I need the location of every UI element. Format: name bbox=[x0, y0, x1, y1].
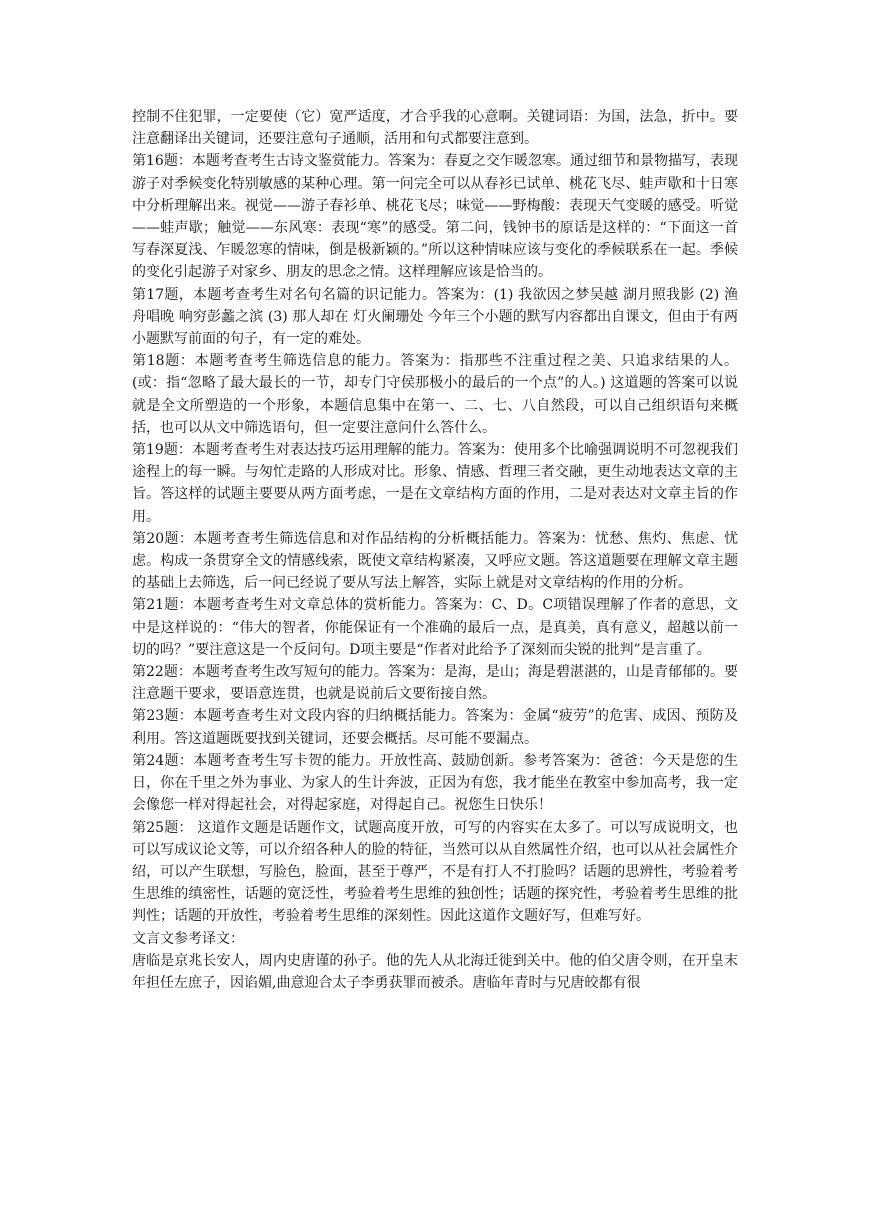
section-heading-classical-translation: 文言文参考译文： bbox=[132, 930, 244, 947]
paragraph-q21: 第21题：本题考查考生对文章总体的赏析能力。答案为：C、D。C项错误理解了作者的意思，文中是这样说的：“伟大的智者，你能保证有一个准确的最后一点，是真美，真有意义，超越以前一切的吗？”要注意这是一个反问句。D项主要是“作者对此给予了深刻而尖锐的批判”是言重了。 bbox=[132, 597, 738, 658]
paragraph-classical-translation: 唐临是京兆长安人，周内史唐谨的孙子。他的先人从北海迁徙到关中。他的伯父唐令则，在开皇末年担任左庶子，因谄媚,曲意迎合太子李勇获罪而被杀。唐临年青时与兄唐皎都有很 bbox=[132, 952, 738, 991]
paragraph-q17: 第17题，本题考查考生对名句名篇的识记能力。答案为：(1) 我欲因之梦吴越 湖月照我影 (2) 渔舟唱晚 响穷彭蠡之滨 (3) 那人却在 灯火阑珊处 今年三个小题的默写内容都出自课文，但由于有两小题默写前面的句子，有一定的难处。 bbox=[132, 286, 738, 348]
paragraph-q24: 第24题：本题考查考生写卡贺的能力。开放性高、鼓励创新。参考答案为：爸爸：今天是您的生日，你在千里之外为事业、为家人的生计奔波，正因为有您，我才能坐在教室中参加高考，我一定会像您一样对得起社会，对得起家庭，对得起自己。祝您生日快乐！ bbox=[132, 752, 738, 814]
paragraph-q25: 第25题： 这道作文题是话题作文，试题高度开放，可写的内容实在太多了。可以写成说明文，也可以写成议论文等，可以介绍各种人的脸的特征，当然可以从自然属性介绍，也可以从社会属性介绍，可以产生联想，写脸色，脸面，甚至于尊严，不是有打人不打脸吗？话题的思辨性，考验着考生思维的缜密性，话题的宽泛性，考验着考生思维的独创性；话题的探究性，考验着考生思维的批判性；话题的开放性，考验着考生思维的深刻性。因此这道作文题好写，但难写好。 bbox=[132, 819, 738, 925]
paragraph-q23: 第23题：本题考查考生对文段内容的归纳概括能力。答案为：金属“疲劳”的危害、成因、预防及利用。答这道题既要找到关键词，还要会概括。尽可能不要漏点。 bbox=[132, 708, 738, 747]
paragraph-q19: 第19题：本题考查考生对表达技巧运用理解的能力。答案为：使用多个比喻强调说明不可忽视我们途程上的每一瞬。与匆忙走路的人形成对比。形象、情感、哲理三者交融，更生动地表达文章的主旨。答这样的试题主要要从两方面考虑，一是在文章结构方面的作用，二是对表达对文章主旨的作用。 bbox=[132, 442, 738, 525]
paragraph-q18: 第18题：本题考查考生筛选信息的能力。答案为：指那些不注重过程之美、只追求结果的人。(或：指“忽略了最大最长的一节，却专门守侯那极小的最后的一个点”的人。) 这道题的答案可以说就是全文所塑造的一个形象，本题信息集中在第一、二、七、八自然段，可以自己组织语句来概括，也可以从文中筛选语句，但一定要注意问什么答什么。 bbox=[132, 353, 738, 436]
document-body bbox=[132, 106, 738, 994]
paragraph-translation-ending: 控制不住犯罪，一定要使（它）宽严适度，才合乎我的心意啊。关键词语：为国，法急，折中。要注意翻译出关键词，还要注意句子通顺，活用和句式都要注意到。 bbox=[132, 109, 738, 148]
paragraph-q22: 第22题：本题考查考生改写短句的能力。答案为：是海，是山；海是碧湛湛的，山是青郁郁的。要注意题干要求，要语意连贯，也就是说前后文要衔接自然。 bbox=[132, 664, 738, 703]
paragraph-q20: 第20题：本题考查考生筛选信息和对作品结构的分析概括能力。答案为：忧愁、焦灼、焦虑、忧虑。构成一条贯穿全文的情感线索，既使文章结构紧凑，又呼应文题。答这道题要在理解文章主题的基础上去筛选，后一问已经说了要从写法上解答，实际上就是对文章结构的作用的分析。 bbox=[132, 530, 738, 592]
paragraph-q16: 第16题：本题考查考生古诗文鉴赏能力。答案为：春夏之交乍暖忽寒。通过细节和景物描写，表现游子对季候变化特别敏感的某种心理。第一问完全可以从春衫已试单、桃花飞尽、蛙声歇和十日寒中分析理解出来。视觉——游子春衫单、桃花飞尽；味觉——野梅酸：表现天气变暖的感受。听觉——蛙声歇；触觉——东风寒：表现“寒”的感受。第二问，钱钟书的原话是这样的：“下面这一首写春深夏浅、乍暖忽寒的情味，倒是极新颖的。”所以这种情味应该与变化的季候联系在一起。季候的变化引起游子对家乡、朋友的思念之情。这样理解应该是恰当的。 bbox=[132, 153, 738, 281]
